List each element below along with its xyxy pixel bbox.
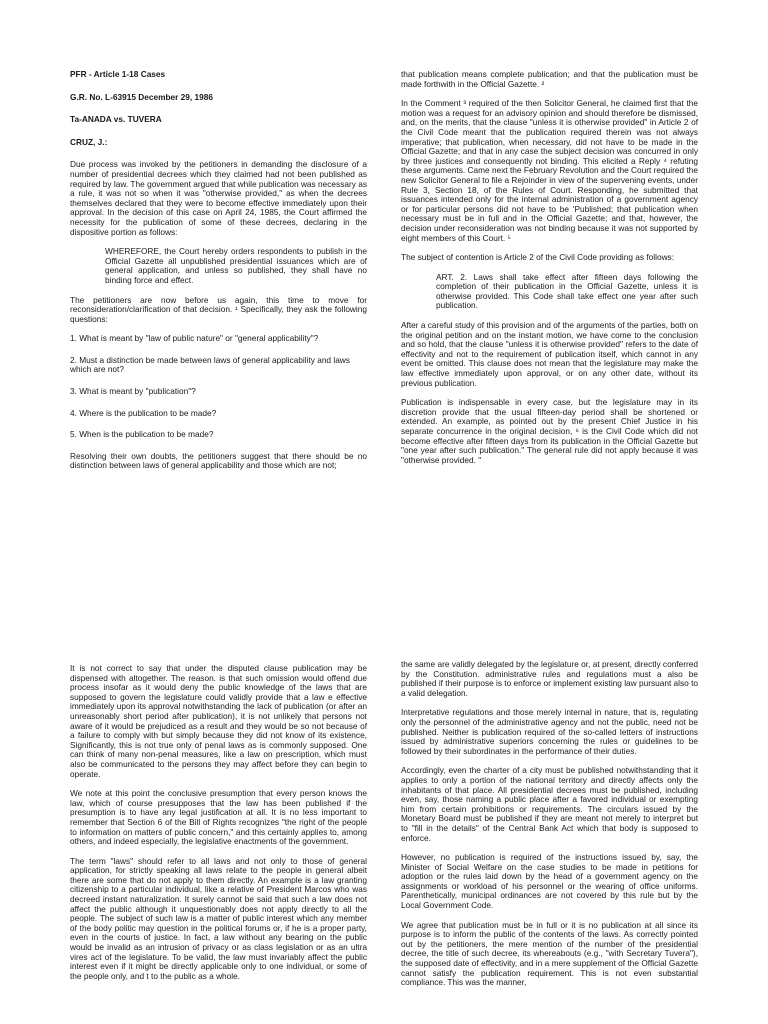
paragraph: that publication means complete publication; and that the publication must be made forthwith in the Official Gazette. ² — [401, 69, 698, 89]
question-item: 2. Must a distinction be made between laws of general applicability and laws which are not? — [70, 354, 350, 375]
paragraph: We note at this point the conclusive presumption that every person knows the law, which of course presupposes that the law has been published if the presumption is to have any legal justification at all. It is no less important to remember that Section 6 of the Bill of Rights recognizes "the right of the people to information on matters of public concern," and this certainly applies to, among others, and indeed especially, the legislative enactments of the government. — [70, 788, 367, 847]
paragraph: the same are validly delegated by the legislature or, at present, directly conferred by the Constitution. administrative rules and regulations must a also be published if their purpose is to enforce or implement existing law pursuant also to a valid delegation. — [401, 660, 699, 698]
bottom-left-column — [70, 664, 367, 991]
paragraph: Resolving their own doubts, the petitioners suggest that there should be no distinction between laws of general applicability and those which are not; — [70, 450, 367, 471]
paragraph: The subject of contention is Article 2 of the Civil Code providing as follows: — [401, 252, 675, 263]
case-name: Ta-ANADA vs. TUVERA — [70, 114, 162, 125]
question-item: 5. When is the publication to be made? — [70, 429, 214, 440]
paragraph: Publication is indispensable in every case, but the legislature may in its discretion provide that the usual fifteen-day period shall be shortened or extended. An example, as pointed out by the present Chief Justice in his separate concurrence in the original decision, ⁶ is the Civil Code which did not become effective after fifteen days from its publication in the Official Gazette but "one year after such publication." The general rule did not apply because it was "otherwise provided. " — [401, 397, 698, 465]
gr-number: G.R. No. L-63915 December 29, 1986 — [70, 91, 213, 102]
question-item: 3. What is meant by "publication"? — [70, 386, 196, 397]
paragraph: We agree that publication must be in full or it is no publication at all since its purpose is to inform the public of the contents of the laws. As correctly pointed out by the petitioners, the mere mention of the number of the presidential decree, the title of such decree, its whereabouts (e.g., "with Secretary Tuvera"), the supposed date of effectivity, and in a mere supplement of the Official Gazette cannot satisfy the publication requirement. This is not even substantial compliance. This was the manner, — [401, 919, 698, 988]
paragraph: After a careful study of this provision and of the arguments of the parties, both on the original petition and on the instant motion, we have come to the conclusion and so hold, that the clause "unless it is otherwise provided" refers to the date of effectivity and not to the requirement of publication itself, which cannot in any event be omitted. This clause does not mean that the legislature may make the law effective immediately upon approval, or on any other date, without its previous publication. — [401, 320, 699, 388]
paragraph: Interpretative regulations and those merely internal in nature, that is, regulating only the personnel of the administrative agency and not the public, need not be published. Neither is publication required of the so-called letters of instructions issued by administrative superiors concerning the rules or guidelines to be followed by their subordinates in the performance of their duties. — [401, 707, 698, 756]
question-item: 4. Where is the publication to be made? — [70, 407, 217, 418]
document-title: PFR - Article 1-18 Cases — [70, 69, 166, 79]
paragraph: However, no publication is required of the instructions issued by, say, the Minister of Social Welfare on the case studies to be made in petitions for adoption or the rules laid down by the head of a government agency on the assignments or workload of his personnel or the wearing of office uniforms. Parenthetically, municipal ordinances are not covered by this rule but by the Local Government Code. — [401, 852, 698, 911]
paragraph: The term "laws" should refer to all laws and not only to those of general application, for strictly speaking all laws relate to the people in general albeit there are some that do not apply to them directly. An example is a law granting citizenship to a particular individual, like a relative of President Marcos who was decreed instant naturalization. It surely cannot be said that such a law does not affect the public although it unquestionably does not apply directly to all the people. The subject of such law is a matter of public interest which any member of the body politic may question in the political forums or, if he is a proper party, even in the courts of justice. In fact, a law without any bearing on the public would be invalid as an intrusion of privacy or as class legislation or as an ultra vires act of the legislature. To be valid, the law must invariably affect the public interest even if it might be directly applicable only to one individual, or some of the people only, and t to the public as a whole. — [70, 855, 367, 981]
page-bottom — [0, 660, 768, 1024]
paragraph: It is not correct to say that under the disputed clause publication may be dispensed with altogether. The reason. is that such omission would offend due process insofar as it would deny the public knowledge of the laws that are supposed to govern the legislature could validly provide that a law e effective immediately upon its approval notwithstanding the lack of publication (or after an unreasonably short period after publication), it is not unlikely that persons not aware of it would be prejudiced as a result and they would be so not because of a failure to comply with but simply because they did not know of its existence, Significantly, this is not true only of penal laws as is commonly supposed. One can think of many non-penal measures, like a law on prescription, which must also be communicated to the persons they may affect before they can begin to operate. — [70, 663, 367, 779]
question-item: 1. What is meant by "law of public nature" or "general applicability"? — [70, 333, 319, 344]
paragraph: Due process was invoked by the petitioners in demanding the disclosure of a number of presidential decrees which they claimed had not been published as required by law. The government argued that while publication was necessary as a rule, it was not so when it was "otherwise provided," as when the decrees themselves declared that they were to become effective immediately upon their approval. In the decision of this case on April 24, 1985, the Court affirmed the necessity for the publication of some of these decrees, declaring in the dispositive portion as follows: — [70, 159, 367, 237]
block-quote: WHEREFORE, the Court hereby orders respondents to publish in the Official Gazette all unpublished presidential issuances which are of general application, and unless so published, they shall have no binding force and effect. — [105, 246, 367, 285]
paragraph: In the Comment ³ required of the then Solicitor General, he claimed first that the motion was a request for an advisory opinion and should therefore be dismissed, and, on the merits, that the clause "unless it is otherwise provided" in Article 2 of the Civil Code meant that the publication required therein was not always imperative; that publication, when necessary, did not have to be made in the Official Gazette; and that in any case the subject decision was concurred in only by three justices and consequently not binding. This elicited a Reply ⁴ refuting these arguments. Came next the February Revolution and the Court required the new Solicitor General to file a Rejoinder in view of the supervening events, under Rule 3, Section 18, of the Rules of Court. Responding, he submitted that issuances intended only for the internal administration of a government agency or for particular persons did not have to be 'Published; that publication when necessary must be in full and in the Official Gazette; and that, however, the decision under reconsideration was not binding because it was not supported by eight members of this Court. ⁵ — [401, 98, 698, 243]
ponente: CRUZ, J.: — [70, 136, 108, 147]
bottom-right-column — [401, 660, 698, 998]
block-quote: ART. 2. Laws shall take effect after fifteen days following the completion of their publication in the Official Gazette, unless it is otherwise provided. This Code shall take effect one year after such publication. — [436, 271, 698, 311]
top-right-column — [401, 70, 698, 475]
top-left-column — [70, 70, 367, 481]
paragraph: Accordingly, even the charter of a city must be published notwithstanding that it applies to only a portion of the national territory and directly affects only the inhabitants of that place. All presidential decrees must be published, including even, say, those naming a public place after a favored individual or exempting him from certain prohibitions or requirements. The circulars issued by the Monetary Board must be published if they are meant not merely to interpret but to "fill in the details" of the Central Bank Act which that body is supposed to enforce. — [401, 765, 698, 843]
paragraph: The petitioners are now before us again, this time to move for reconsideration/clarification of that decision. ¹ Specifically, they ask the following questions: — [70, 294, 367, 324]
